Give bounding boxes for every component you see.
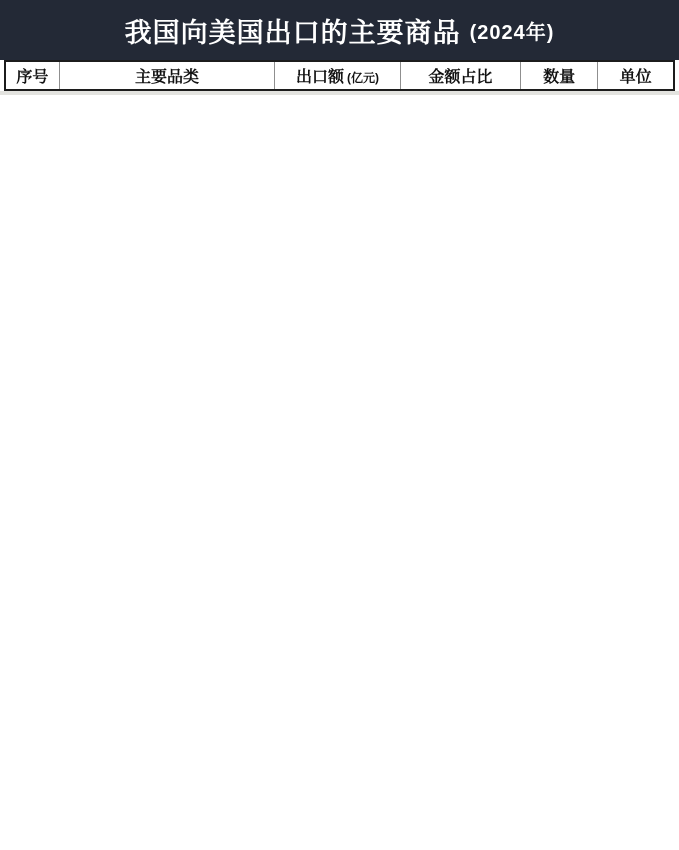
page-title-year: (2024年) — [469, 21, 555, 44]
table-header — [5, 61, 674, 90]
col-header-quantity: 数量 — [521, 61, 598, 90]
page-title: 我国向美国出口的主要商品 — [124, 17, 461, 48]
export-header-text: 出口额 — [295, 69, 344, 86]
export-header-unit: (亿元) — [346, 71, 379, 85]
col-header-category: 主要品类 — [59, 61, 275, 90]
col-header-unit: 单位 — [598, 61, 674, 90]
bottom-strip — [0, 91, 679, 95]
export-table — [4, 60, 675, 91]
title-bar — [0, 0, 679, 60]
col-header-export — [275, 61, 400, 90]
col-header-no: 序号 — [5, 61, 59, 90]
table-container — [0, 60, 679, 91]
col-header-share: 金额占比 — [400, 61, 520, 90]
header-row — [5, 61, 674, 90]
